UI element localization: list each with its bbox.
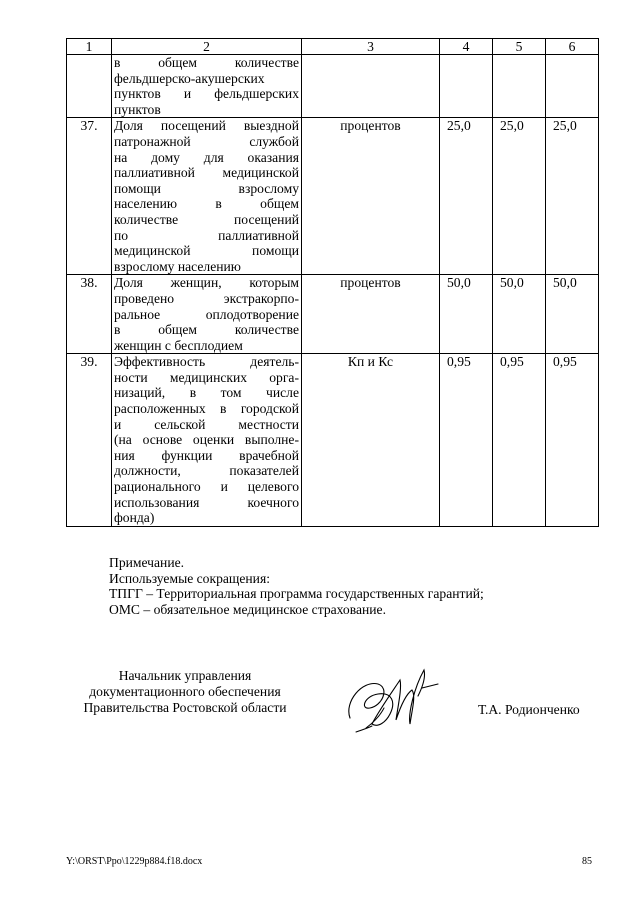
unit-of-measure: процентов [302,118,440,275]
column-header: 6 [546,39,599,55]
indicator-name-line: рационального и целевого [114,479,299,495]
row-number: 37. [67,118,112,275]
target-value: 0,95 [493,354,546,527]
target-value: 0,95 [546,354,599,527]
indicator-name-line: паллиативной медицинской [114,165,299,181]
indicator-name-line: использования коечного [114,494,299,510]
indicator-name-line: должности, показателей [114,463,299,479]
note-block [109,555,484,618]
indicator-name-line: Доля женщин, которым [114,275,299,291]
unit-of-measure [302,55,440,118]
indicator-name-line: низаций, в том числе [114,385,299,401]
column-header: 4 [440,39,493,55]
unit-of-measure: Кп и Кс [302,354,440,527]
file-path: Y:\ORST\Ppo\1229p884.f18.docx [66,856,203,867]
indicator-name-line: расположенных в городской [114,401,299,417]
signatory-name: Т.А. Родионченко [478,702,580,717]
note-line: Используемые сокращения: [109,570,270,586]
handwritten-signature [338,658,458,738]
note-line: ТПГГ – Территориальная программа государственных гарантий; [109,586,484,602]
note-line: ОМС – обязательное медицинское страхование. [109,602,386,618]
target-value: 0,95 [440,354,493,527]
indicator-name-line: ности медицинских орга- [114,369,299,385]
indicator-name [112,55,302,118]
signatory-title-line: Начальник управления [118,668,252,683]
table-header-row [67,39,599,55]
table-row [67,275,599,354]
row-number: 39. [67,354,112,527]
indicator-name-line: в общем количестве [114,322,299,338]
indicator-name-line: фельдшерско-акушерских [114,70,265,86]
indicator-name [112,354,302,527]
row-number: 38. [67,275,112,354]
target-value: 50,0 [546,275,599,354]
note-heading: Примечание. [109,555,185,570]
target-value: 25,0 [546,118,599,275]
indicator-name [112,118,302,275]
indicator-name-line: и сельской местности [114,416,299,432]
table-row [67,354,599,527]
column-header: 5 [493,39,546,55]
indicator-name-line: Доля посещений выездной [114,118,299,134]
indicator-name-line: женщин с бесплодием [114,337,243,353]
indicator-name-line: пунктов и фельдшерских [114,86,299,102]
signatory-title [60,668,310,715]
indicator-name-line: проведено экстракорпо- [114,290,299,306]
target-value [440,55,493,118]
indicator-name-line: взрослому населению [114,258,241,274]
target-value [493,55,546,118]
column-header: 1 [67,39,112,55]
indicator-name-line: ральное оплодотворение [114,306,299,322]
target-value: 25,0 [493,118,546,275]
unit-of-measure: процентов [302,275,440,354]
table-row [67,55,599,118]
table-row [67,118,599,275]
page-number: 85 [582,856,592,867]
target-value: 50,0 [440,275,493,354]
indicator-name-line: Эффективность деятель- [114,354,299,370]
target-value [546,55,599,118]
target-value: 50,0 [493,275,546,354]
indicator-name-line: на дому для оказания [114,149,299,165]
indicator-name-line: медицинской помощи [114,243,299,259]
indicator-name-line: количестве посещений [114,211,299,227]
row-number [67,55,112,118]
indicator-name-line: помощи взрослому [114,180,299,196]
target-value: 25,0 [440,118,493,275]
indicator-name-line: населению в общем [114,196,299,212]
column-header: 2 [112,39,302,55]
indicators-table [66,38,599,527]
indicator-name-line: пунктов [114,101,161,117]
signatory-title-line: документационного обеспечения [89,683,281,699]
indicator-name-line: (на основе оценки выполне- [114,432,299,448]
indicator-name-line: ния функции врачебной [114,447,299,463]
column-header: 3 [302,39,440,55]
indicator-name-line: в общем количестве [114,55,299,70]
indicator-name-line: патронажной службой [114,133,299,149]
indicator-name-line: по паллиативной [114,227,299,243]
signatory-title-line: Правительства Ростовской области [83,699,287,715]
indicator-name-line: фонда) [114,510,155,526]
indicator-name [112,275,302,354]
